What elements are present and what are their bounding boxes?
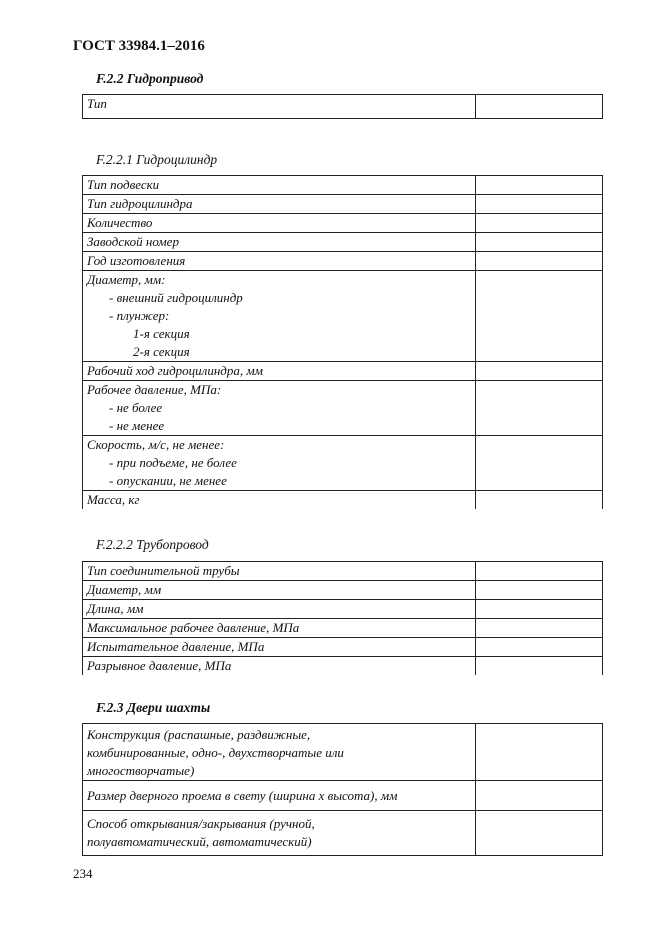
row-label [83, 436, 476, 491]
value-cell[interactable] [476, 95, 603, 119]
row-label: Испытательное давление, МПа [83, 638, 476, 657]
value-cell[interactable] [476, 362, 603, 381]
row-label: Год изготовления [83, 252, 476, 271]
row-label: Разрывное давление, МПа [83, 657, 476, 676]
row-sublabel: - опускании, не менее [109, 473, 227, 488]
value-cell[interactable] [476, 811, 603, 856]
section-title-hydraulic-cylinder: F.2.2.1 Гидроцилиндр [96, 152, 218, 167]
row-label: Тип подвески [83, 176, 476, 195]
table-row [83, 811, 603, 856]
value-cell[interactable] [476, 781, 603, 811]
row-label [83, 781, 476, 811]
row-label: Максимальное рабочее давление, МПа [83, 619, 476, 638]
row-label-line: комбинированные, одно-, двухстворчатые или [87, 745, 344, 760]
row-sublabel: - не более [109, 400, 163, 415]
table-row [83, 581, 603, 600]
table-row [83, 638, 603, 657]
row-sublabel: - при подъеме, не более [109, 455, 237, 470]
row-label-line: Конструкция (распашные, раздвижные, [87, 727, 311, 742]
table-row [83, 271, 603, 362]
value-cell[interactable] [476, 195, 603, 214]
table-row [83, 781, 603, 811]
row-sublabel: - плунжер: [109, 308, 170, 323]
value-cell[interactable] [476, 436, 603, 491]
page-number: 234 [73, 866, 93, 881]
table-row [83, 562, 603, 581]
shaft-doors-table [82, 723, 603, 856]
table-row [83, 619, 603, 638]
value-cell[interactable] [476, 638, 603, 657]
row-label-main: Скорость, м/с, не менее: [87, 437, 225, 452]
value-cell[interactable] [476, 381, 603, 436]
row-label-line: многостворчатые) [87, 763, 195, 778]
row-sublabel: - не менее [109, 418, 165, 433]
row-label [83, 811, 476, 856]
value-cell[interactable] [476, 252, 603, 271]
row-subsublabel: 1-я секция [133, 326, 190, 341]
section-title-hydraulic-drive: F.2.2 Гидропривод [96, 71, 204, 86]
value-cell[interactable] [476, 491, 603, 510]
value-cell[interactable] [476, 657, 603, 676]
row-label: Масса, кг [83, 491, 476, 510]
row-label: Тип [83, 95, 476, 119]
pipeline-table [82, 561, 603, 675]
table-row [83, 252, 603, 271]
row-label: Тип соединительной трубы [83, 562, 476, 581]
value-cell[interactable] [476, 619, 603, 638]
value-cell[interactable] [476, 214, 603, 233]
value-cell[interactable] [476, 724, 603, 781]
value-cell[interactable] [476, 581, 603, 600]
hydraulic-drive-table [82, 94, 603, 119]
row-label-main: Диаметр, мм: [87, 272, 166, 287]
row-label: Тип гидроцилиндра [83, 195, 476, 214]
hydraulic-cylinder-table [82, 175, 603, 509]
table-row [83, 362, 603, 381]
value-cell[interactable] [476, 600, 603, 619]
table-row [83, 436, 603, 491]
table-row [83, 491, 603, 510]
value-cell[interactable] [476, 233, 603, 252]
row-label-line: Способ открывания/закрывания (ручной, [87, 816, 315, 831]
row-label-main: Рабочее давление, МПа: [87, 382, 222, 397]
table-row [83, 176, 603, 195]
value-cell[interactable] [476, 562, 603, 581]
section-title-pipeline: F.2.2.2 Трубопровод [96, 537, 209, 552]
table-row [83, 657, 603, 676]
table-row [83, 214, 603, 233]
table-row [83, 233, 603, 252]
value-cell[interactable] [476, 271, 603, 362]
value-cell[interactable] [476, 176, 603, 195]
row-sublabel: - внешний гидроцилиндр [109, 290, 243, 305]
row-label: Количество [83, 214, 476, 233]
row-label [83, 381, 476, 436]
row-label: Рабочий ход гидроцилиндра, мм [83, 362, 476, 381]
table-row [83, 195, 603, 214]
table-row [83, 95, 603, 119]
section-title-shaft-doors: F.2.3 Двери шахты [96, 700, 211, 715]
row-label: Длина, мм [83, 600, 476, 619]
row-label [83, 271, 476, 362]
table-row [83, 600, 603, 619]
table-row [83, 381, 603, 436]
row-label: Диаметр, мм [83, 581, 476, 600]
document-header: ГОСТ 33984.1–2016 [73, 38, 205, 54]
table-row [83, 724, 603, 781]
row-label-line: полуавтоматический, автоматический) [87, 834, 312, 849]
row-subsublabel: 2-я секция [133, 344, 190, 359]
row-label [83, 724, 476, 781]
row-label: Заводской номер [83, 233, 476, 252]
row-label-line: Размер дверного проема в свету (ширина х высота), мм [87, 787, 398, 803]
